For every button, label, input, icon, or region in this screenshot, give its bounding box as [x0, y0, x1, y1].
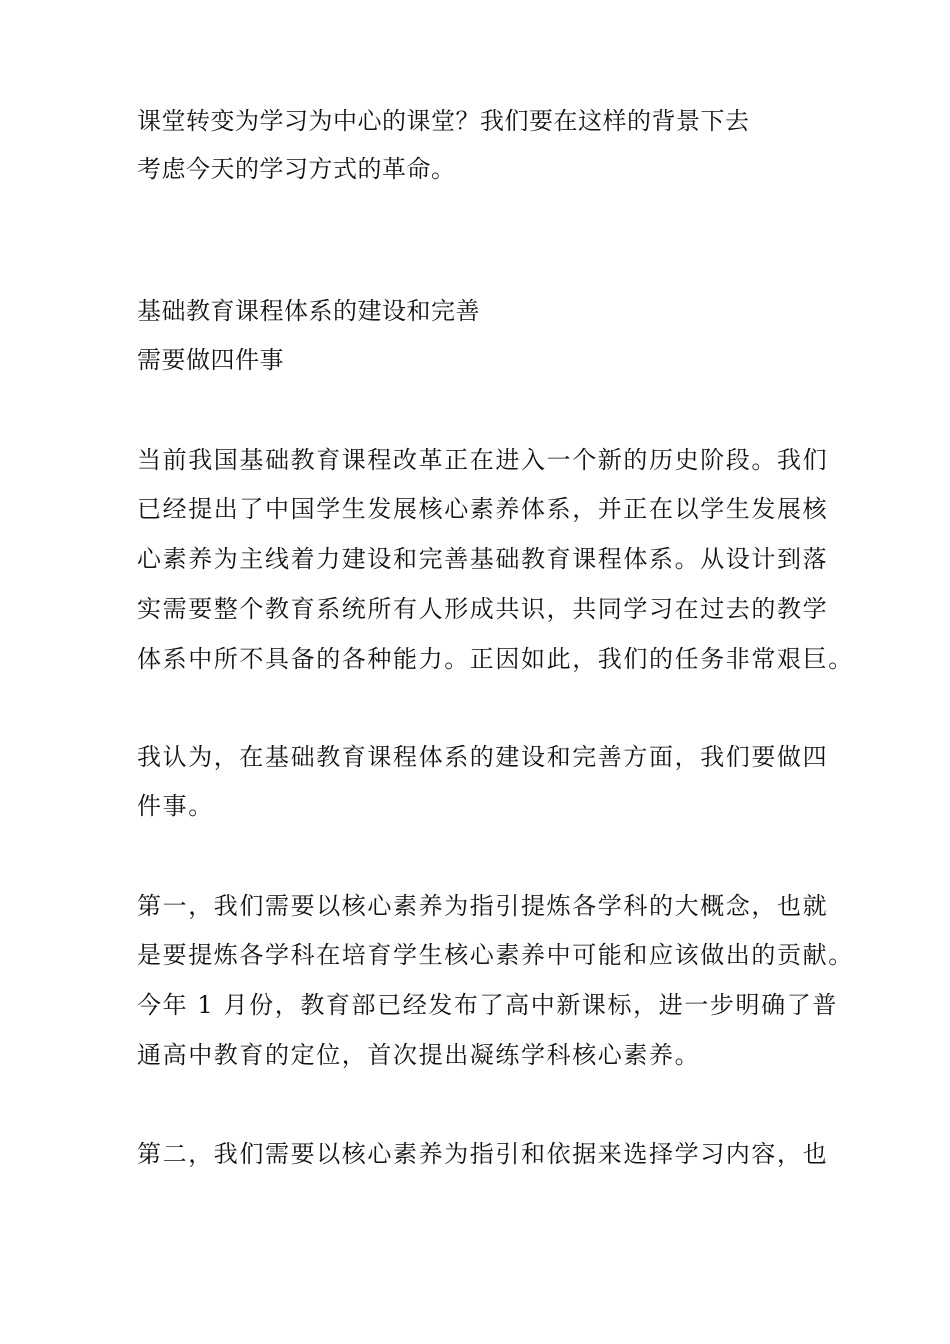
paragraph-line: 实需要整个教育系统所有人形成共识，共同学习在过去的教学 [137, 595, 829, 623]
intro-line: 考虑今天的学习方式的革命。 [137, 155, 456, 183]
heading-subtitle: 需要做四件事 [137, 346, 284, 374]
heading-title: 基础教育课程体系的建设和完善 [137, 297, 480, 325]
paragraph-line: 第二，我们需要以核心素养为指引和依据来选择学习内容，也 [137, 1140, 829, 1168]
paragraph-line: 是要提炼各学科在培育学生核心素养中可能和应该做出的贡献。 [137, 941, 854, 969]
paragraph-line: 我认为，在基础教育课程体系的建设和完善方面，我们要做四 [137, 743, 829, 771]
paragraph-line: 件事。 [137, 792, 214, 820]
paragraph-line: 心素养为主线着力建设和完善基础教育课程体系。从设计到落 [137, 545, 829, 573]
paragraph-line: 当前我国基础教育课程改革正在进入一个新的历史阶段。我们 [137, 446, 829, 474]
paragraph-line: 今年 1 月份，教育部已经发布了高中新课标，进一步明确了普 [137, 991, 838, 1019]
paragraph-line: 第一，我们需要以核心素养为指引提炼各学科的大概念，也就 [137, 892, 829, 920]
paragraph-line: 已经提出了中国学生发展核心素养体系，并正在以学生发展核 [137, 495, 829, 523]
intro-line: 课堂转变为学习为中心的课堂？我们要在这样的背景下去 [137, 107, 750, 135]
paragraph-line: 通高中教育的定位，首次提出凝练学科核心素养。 [137, 1041, 701, 1069]
paragraph-line: 体系中所不具备的各种能力。正因如此，我们的任务非常艰巨。 [137, 645, 854, 673]
